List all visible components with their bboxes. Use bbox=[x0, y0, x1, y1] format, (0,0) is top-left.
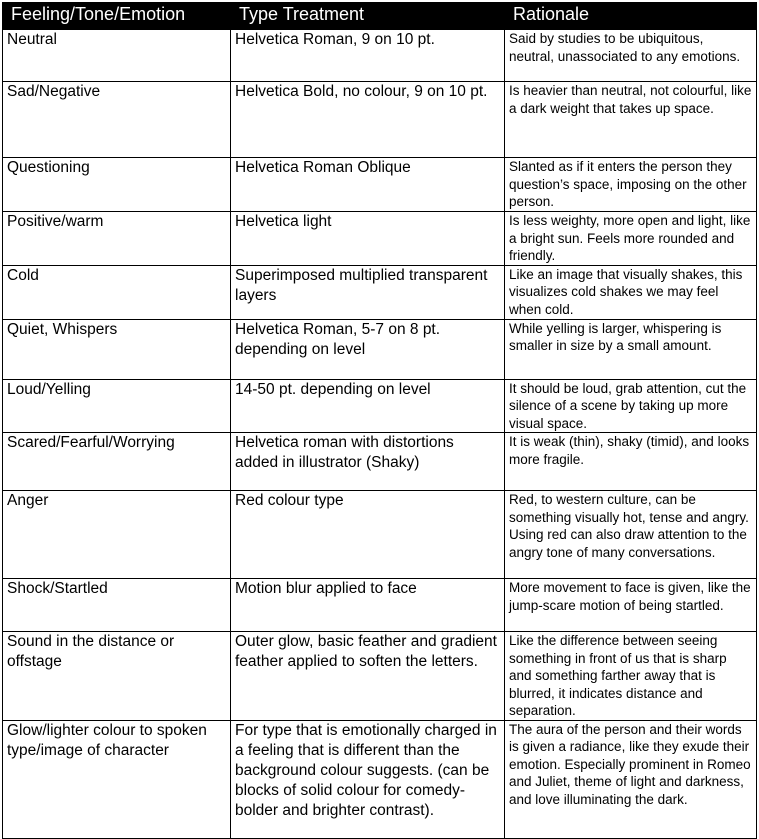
treatment-cell: Helvetica Roman, 5-7 on 8 pt. depending on level bbox=[231, 319, 505, 379]
table-row bbox=[3, 82, 757, 158]
rationale-cell: The aura of the person and their words is given a radiance, like they exude their emotion. Especially prominent in Romeo and Juliet, theme of light and darkness, and love illuminating the dark. bbox=[505, 720, 757, 838]
header-type-treatment: Type Treatment bbox=[231, 3, 505, 30]
rationale-cell: It is weak (thin), shaky (timid), and looks more fragile. bbox=[505, 433, 757, 491]
feeling-cell: Scared/Fearful/Worrying bbox=[3, 433, 231, 491]
table-row bbox=[3, 632, 757, 721]
treatment-cell: Helvetica light bbox=[231, 212, 505, 266]
feeling-cell: Loud/Yelling bbox=[3, 379, 231, 433]
rationale-cell: Like an image that visually shakes, this visualizes cold shakes we may feel when cold. bbox=[505, 265, 757, 319]
table-row bbox=[3, 265, 757, 319]
rationale-cell: Red, to western culture, can be something visually hot, tense and angry. Using red can also draw attention to the angry tone of many conversations. bbox=[505, 491, 757, 579]
rationale-cell: Is less weighty, more open and light, like a bright sun. Feels more rounded and friendly. bbox=[505, 212, 757, 266]
rationale-cell: Said by studies to be ubiquitous, neutral, unassociated to any emotions. bbox=[505, 30, 757, 82]
type-treatment-table bbox=[2, 2, 757, 839]
treatment-cell: Outer glow, basic feather and gradient feather applied to soften the letters. bbox=[231, 632, 505, 721]
table-row bbox=[3, 158, 757, 212]
treatment-cell: Helvetica roman with distortions added in illustrator (Shaky) bbox=[231, 433, 505, 491]
feeling-cell: Sound in the distance or offstage bbox=[3, 632, 231, 721]
treatment-cell: Motion blur applied to face bbox=[231, 579, 505, 632]
rationale-cell: Like the difference between seeing something in front of us that is sharp and something farther away that is blurred, it indicates distance and separation. bbox=[505, 632, 757, 721]
feeling-cell: Neutral bbox=[3, 30, 231, 82]
treatment-cell: Helvetica Bold, no colour, 9 on 10 pt. bbox=[231, 82, 505, 158]
feeling-cell: Anger bbox=[3, 491, 231, 579]
treatment-cell: Helvetica Roman, 9 on 10 pt. bbox=[231, 30, 505, 82]
rationale-cell: More movement to face is given, like the jump-scare motion of being startled. bbox=[505, 579, 757, 632]
feeling-cell: Cold bbox=[3, 265, 231, 319]
table-row bbox=[3, 433, 757, 491]
rationale-cell: Is heavier than neutral, not colourful, like a dark weight that takes up space. bbox=[505, 82, 757, 158]
feeling-cell: Questioning bbox=[3, 158, 231, 212]
treatment-cell: Helvetica Roman Oblique bbox=[231, 158, 505, 212]
table-row bbox=[3, 720, 757, 838]
feeling-cell: Quiet, Whispers bbox=[3, 319, 231, 379]
rationale-cell: Slanted as if it enters the person they question’s space, imposing on the other person. bbox=[505, 158, 757, 212]
header-feeling: Feeling/Tone/Emotion bbox=[3, 3, 231, 30]
rationale-cell: It should be loud, grab attention, cut the silence of a scene by taking up more visual space. bbox=[505, 379, 757, 433]
feeling-cell: Shock/Startled bbox=[3, 579, 231, 632]
header-row bbox=[3, 3, 757, 30]
table-row bbox=[3, 379, 757, 433]
feeling-cell: Positive/warm bbox=[3, 212, 231, 266]
treatment-cell: 14-50 pt. depending on level bbox=[231, 379, 505, 433]
treatment-cell: For type that is emotionally charged in a feeling that is different than the background colour suggests. (can be blocks of solid colour for comedy-bolder and brighter contrast). bbox=[231, 720, 505, 838]
header-rationale: Rationale bbox=[505, 3, 757, 30]
table-row bbox=[3, 491, 757, 579]
feeling-cell: Sad/Negative bbox=[3, 82, 231, 158]
treatment-cell: Red colour type bbox=[231, 491, 505, 579]
feeling-cell: Glow/lighter colour to spoken type/image of character bbox=[3, 720, 231, 838]
table-row bbox=[3, 579, 757, 632]
table-row bbox=[3, 30, 757, 82]
treatment-cell: Superimposed multiplied transparent layers bbox=[231, 265, 505, 319]
table-row bbox=[3, 212, 757, 266]
table-row bbox=[3, 319, 757, 379]
rationale-cell: While yelling is larger, whispering is smaller in size by a small amount. bbox=[505, 319, 757, 379]
